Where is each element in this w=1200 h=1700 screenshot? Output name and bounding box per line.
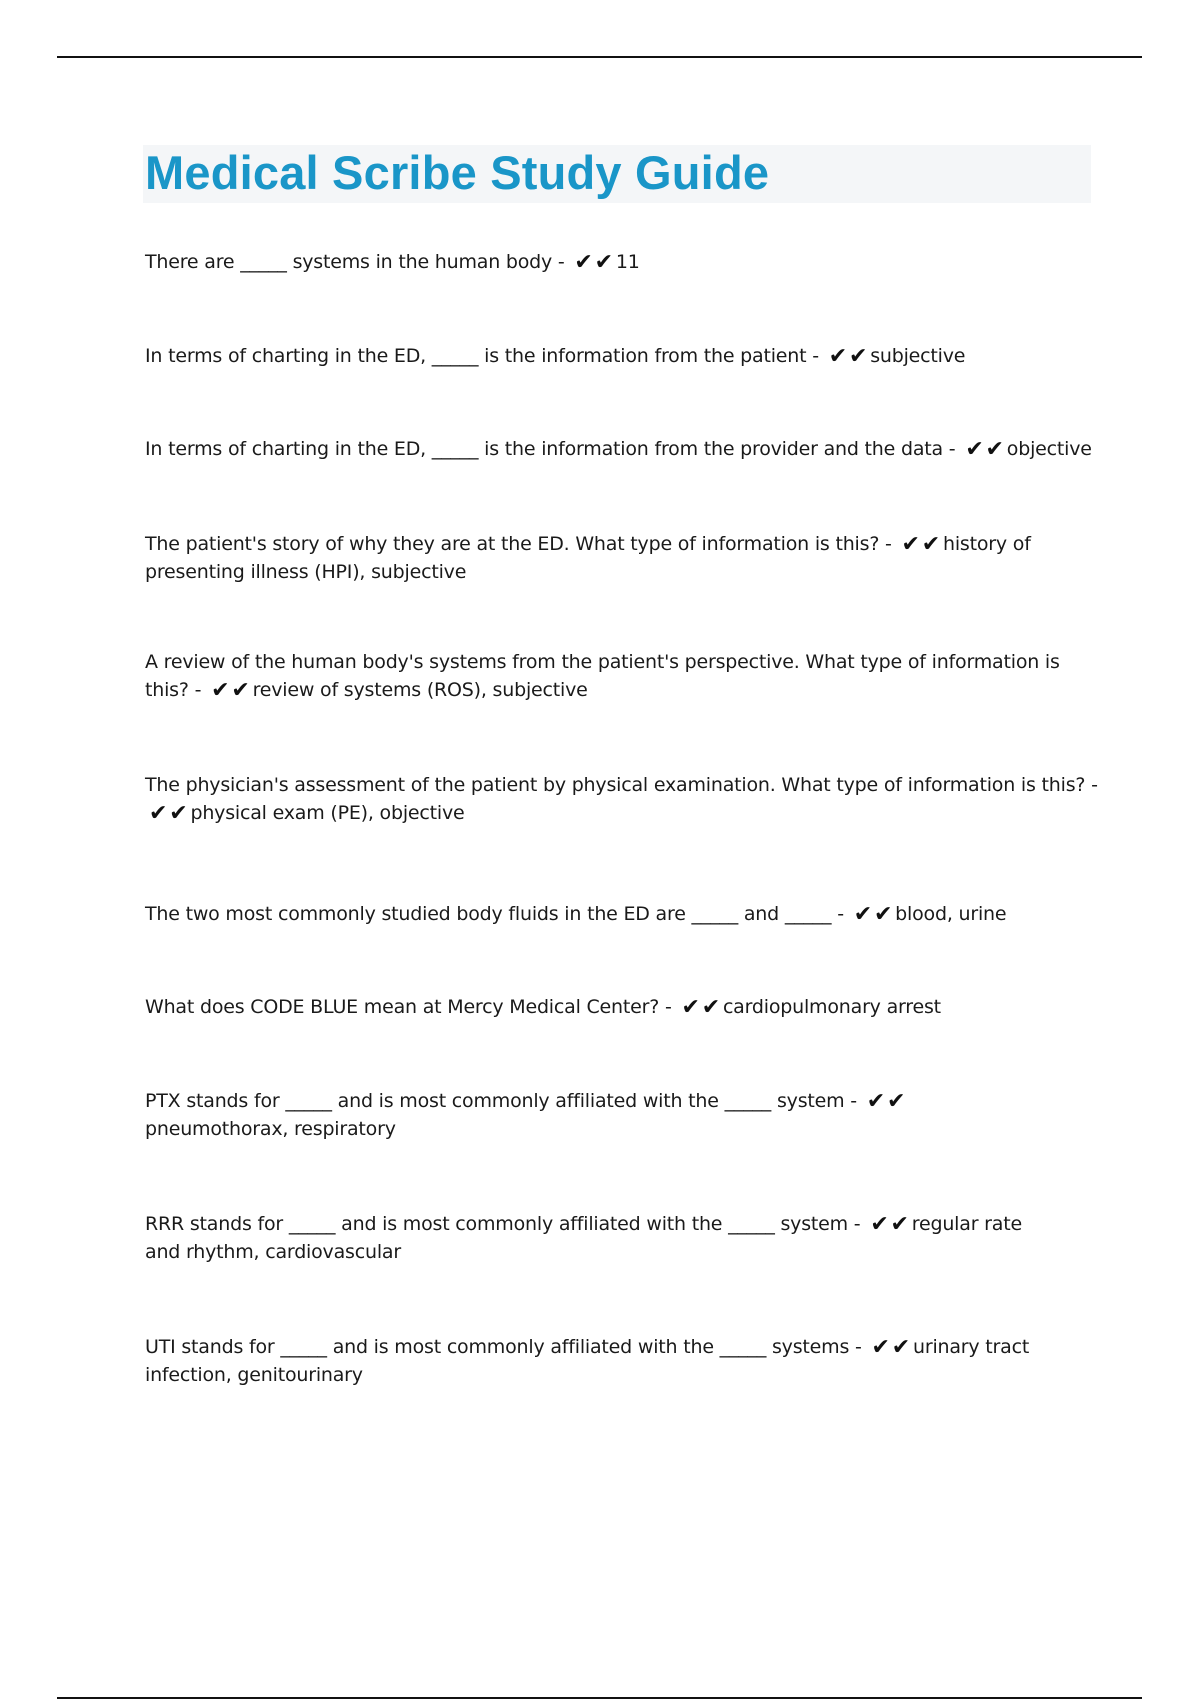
answer-text: review of systems (ROS), subjective <box>252 679 588 701</box>
qa-item <box>145 248 1045 276</box>
heavy-check-icon: ✔ <box>848 344 868 369</box>
qa-item <box>145 900 1045 928</box>
heavy-check-icon: ✔ <box>211 678 230 703</box>
answer-text: pneumothorax, respiratory <box>145 1118 396 1140</box>
heavy-check-icon: ✔ <box>965 437 984 462</box>
answer-checkmarks <box>901 530 941 558</box>
answer-text: cardiopulmonary arrest <box>722 996 941 1018</box>
question-text: RRR stands for _____ and is most commonly affiliated with the _____ system - <box>145 1213 861 1235</box>
question-text: There are _____ systems in the human body - <box>145 251 565 273</box>
question-text: The physician's assessment of the patient by physical examination. What type of information is this? - <box>145 774 1098 796</box>
heavy-check-icon: ✔ <box>866 1089 886 1114</box>
qa-item <box>145 993 1045 1021</box>
heavy-check-icon: ✔ <box>871 1335 890 1360</box>
answer-checkmarks <box>828 342 868 370</box>
answer-text: regular rate and rhythm, cardiovascular <box>145 1213 1028 1263</box>
question-text: In terms of charting in the ED, _____ is the information from the provider and the data - <box>145 438 956 460</box>
heavy-check-icon: ✔ <box>873 902 893 927</box>
answer-text: history of presenting illness (HPI), subjective <box>145 533 1037 583</box>
heavy-check-icon: ✔ <box>701 995 720 1020</box>
answer-text: urinary tract infection, genitourinary <box>145 1336 1035 1386</box>
question-text: What does CODE BLUE mean at Mercy Medical Center? - <box>145 996 672 1018</box>
answer-checkmarks <box>148 799 188 827</box>
answer-text: blood, urine <box>895 903 1007 925</box>
question-text: PTX stands for _____ and is most commonly affiliated with the _____ system - <box>145 1090 857 1112</box>
heavy-check-icon: ✔ <box>887 1089 906 1114</box>
bottom-rule <box>57 1697 1142 1699</box>
answer-checkmarks <box>869 1210 909 1238</box>
heavy-check-icon: ✔ <box>231 678 250 703</box>
answer-checkmarks <box>964 435 1004 463</box>
heavy-check-icon: ✔ <box>901 532 920 557</box>
question-text: UTI stands for _____ and is most commonly affiliated with the _____ systems - <box>145 1336 862 1358</box>
answer-checkmarks <box>680 993 720 1021</box>
answer-checkmarks <box>866 1087 906 1115</box>
question-text: The patient's story of why they are at the ED. What type of information is this? - <box>145 533 892 555</box>
heavy-check-icon: ✔ <box>149 801 168 826</box>
answer-text: objective <box>1006 438 1092 460</box>
heavy-check-icon: ✔ <box>169 801 188 826</box>
question-text: In terms of charting in the ED, _____ is the information from the patient - <box>145 345 819 367</box>
answer-text: 11 <box>615 251 640 273</box>
heavy-check-icon: ✔ <box>594 250 613 275</box>
answer-checkmarks <box>871 1333 911 1361</box>
question-text: The two most commonly studied body fluids in the ED are _____ and _____ - <box>145 903 844 925</box>
qa-item <box>145 530 1045 586</box>
qa-item <box>145 342 1045 370</box>
heavy-check-icon: ✔ <box>890 1212 909 1237</box>
answer-text: subjective <box>870 345 966 367</box>
qa-item <box>145 771 1105 827</box>
heavy-check-icon: ✔ <box>574 250 593 275</box>
qa-item <box>145 1333 1045 1389</box>
qa-item <box>145 435 1105 463</box>
qa-item <box>145 1210 1045 1266</box>
answer-checkmarks <box>853 900 893 928</box>
question-text: A review of the human body's systems from the patient's perspective. What type of information is this? - <box>145 651 1066 701</box>
qa-item <box>145 1087 1045 1143</box>
qa-item <box>145 648 1105 704</box>
heavy-check-icon: ✔ <box>828 344 847 369</box>
heavy-check-icon: ✔ <box>891 1335 910 1360</box>
heavy-check-icon: ✔ <box>870 1212 889 1237</box>
top-rule <box>57 56 1142 58</box>
heavy-check-icon: ✔ <box>985 437 1004 462</box>
answer-text: physical exam (PE), objective <box>190 802 465 824</box>
heavy-check-icon: ✔ <box>681 995 700 1020</box>
heavy-check-icon: ✔ <box>853 902 872 927</box>
page-title: Medical Scribe Study Guide <box>145 146 770 199</box>
heavy-check-icon: ✔ <box>921 532 941 557</box>
answer-checkmarks <box>573 248 613 276</box>
answer-checkmarks <box>210 676 250 704</box>
